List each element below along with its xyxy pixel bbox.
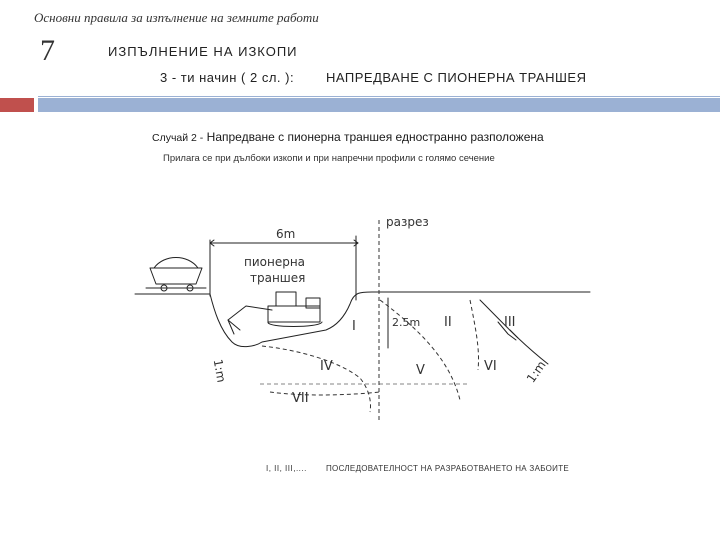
zone-I-label: I — [352, 319, 356, 334]
right-slope — [480, 300, 548, 364]
width-label: 6m — [276, 227, 296, 241]
excavator-icon — [228, 292, 322, 334]
slide-number: 7 — [40, 34, 55, 67]
slope-left-label: 1:m — [210, 358, 229, 384]
zone-boundary-vii — [270, 392, 380, 395]
legend-numerals: I, II, III,.... — [266, 464, 307, 473]
application-note: Прилага се при дълбоки изкопи и при напречни профили с голямо сечение — [163, 153, 495, 164]
method-label: 3 - ти начин ( 2 сл. ): — [160, 70, 295, 85]
case-label: Случай 2 - — [152, 132, 204, 144]
case-text: Напредване с пионерна траншея едностранно разположена — [206, 130, 544, 144]
presentation-subtitle: Основни правила за изпълнение на земните работи — [34, 10, 319, 25]
method-name: НАПРЕДВАНЕ С ПИОНЕРНА ТРАНШЕЯ — [326, 70, 587, 85]
zone-boundary-1 — [262, 346, 371, 412]
trench-label-1: пионерна — [244, 255, 306, 269]
zone-V-label: V — [416, 363, 425, 378]
trench-label-2: траншея — [250, 271, 306, 285]
zone-II-label: II — [444, 315, 452, 330]
depth-label: 2.5m — [392, 316, 421, 329]
slide-title: ИЗПЪЛНЕНИЕ НА ИЗКОПИ — [108, 44, 298, 59]
zone-IV-label: IV — [320, 359, 333, 374]
wagon-icon — [146, 258, 206, 292]
zone-III-label: III — [504, 315, 516, 330]
zone-VI-label: VI — [484, 359, 497, 374]
slope-right-label: 1:m — [523, 358, 549, 386]
zone-VII-label: VII — [292, 391, 309, 406]
zone-boundary-3 — [470, 300, 479, 370]
section-label: разрез — [386, 215, 429, 229]
legend-description: ПОСЛЕДОВАТЕЛНОСТ НА РАЗРАБОТВАНЕТО НА ЗАБОИТЕ — [326, 464, 570, 473]
